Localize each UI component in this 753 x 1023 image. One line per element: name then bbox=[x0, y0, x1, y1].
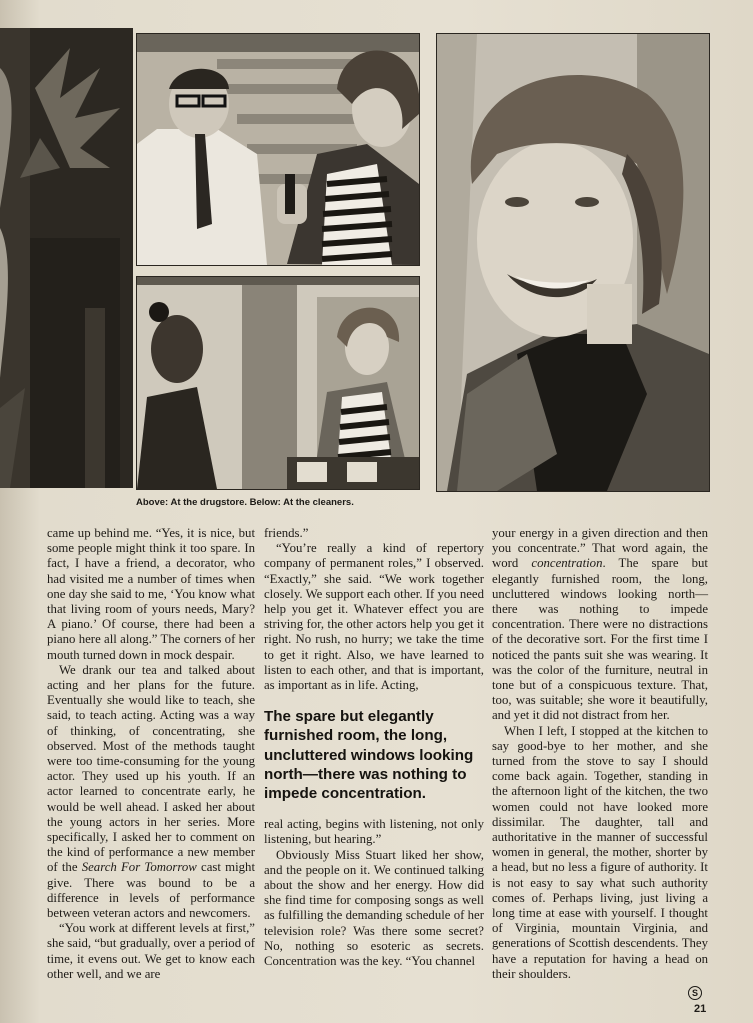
paragraph: friends.” bbox=[264, 526, 309, 540]
end-mark-logo: S bbox=[688, 986, 702, 1000]
paragraph: your energy in a given direction and then you concentrate.” That word again, the word concentration. The spare but elegantly furnished room, the long, uncluttered windows looking north—there was nothing to impede concentration. There were no distractions of the decorative sort. For the first time I noticed the pants suit she was wearing. It was the color of the furniture, neutral in tone but of a conspicuous texture. That, too, was suitable; she wore it beautifully, and yet it did not distract from her. bbox=[492, 526, 708, 723]
paragraph: came up behind me. “Yes, it is nice, but some people might think it too spare. In fact, I have a friend, a decorator, who had visited me a number of times when one day she said to me, ‘You know what that living room of yours needs, Mary? A piano.’ Of course, there had been a piano here all along.” The corners of her mouth turned down in mock despair. bbox=[47, 526, 255, 662]
plant-photo bbox=[0, 28, 133, 488]
paragraph: We drank our tea and talked about acting and her plans for the future. Eventually she would like to teach, she said, to teach acting. Acting was a way of thinking, of concentrating, she observed. Most of the methods taught were too time-consuming for the young actor. They used up his youth. If an actor learned to concentrate early, he would be well ahead. I asked her about the young actors in her series. More specifically, I asked her to comment on the kind of performance a new member of the Search For Tomorrow cast might give. There was bound to be a difference in levels of performance between veteran actors and newcomers. bbox=[47, 662, 255, 921]
text-column-2 bbox=[264, 526, 484, 969]
paragraph: real acting, begins with listening, not only listening, but hearing.” bbox=[264, 817, 484, 847]
show-title: Search For Tomorrow bbox=[81, 860, 197, 875]
photo-caption: Above: At the drugstore. Below: At the cleaners. bbox=[136, 497, 354, 508]
paragraph: Obviously Miss Stuart liked her show, and the people on it. We continued talking about the show and her energy. How did she find time for composing songs as well as fulfilling the demanding schedule of her television role? Was there some secret? No, nothing so esoteric as secrets. Concentration was the key. “You channel bbox=[264, 847, 484, 969]
paragraph: “You’re really a kind of repertory company of permanent roles,” I observed. “Exactly,” she said. “We work together closely. We support each other. If you need help you get it. Whatever effect you are striving for, the other actors help you get it right. No rush, no hurry; we take the time to get it right. Also, we have learned to listen to each other, and that is important, as important as in life. Acting, bbox=[264, 541, 485, 693]
portrait-photo bbox=[436, 33, 710, 492]
paragraph: When I left, I stopped at the kitchen to say good-bye to her mother, and she turned from the stove to say I should come back again. Together, standing in the afternoon light of the kitchen, the two women could not have looked more dissimilar. The daughter, tall and authoritative in the manner of successful women in general, the mother, shorter by a head, but no less a figure of authority. It is not easy to say what such authority comes of. Perhaps living, just living a long time at ease with yourself. I thought of Virginia, mountain Virginia, and generations of Scottish descendents. They have a reputation for having a head on their shoulders. bbox=[492, 723, 708, 981]
paragraph: “You work at different levels at first,” she said, “but gradually, over a period of time, it evens out. We get to know each other well, and we are bbox=[47, 921, 255, 981]
text-column-3 bbox=[492, 526, 708, 982]
pull-quote: The spare but elegantly furnished room, the long, uncluttered windows looking north—there was nothing to impede concentration. bbox=[264, 708, 474, 803]
drugstore-photo bbox=[136, 33, 420, 266]
text-column-1 bbox=[47, 526, 255, 982]
page-number: 21 bbox=[694, 1003, 707, 1015]
cleaners-photo bbox=[136, 276, 420, 490]
